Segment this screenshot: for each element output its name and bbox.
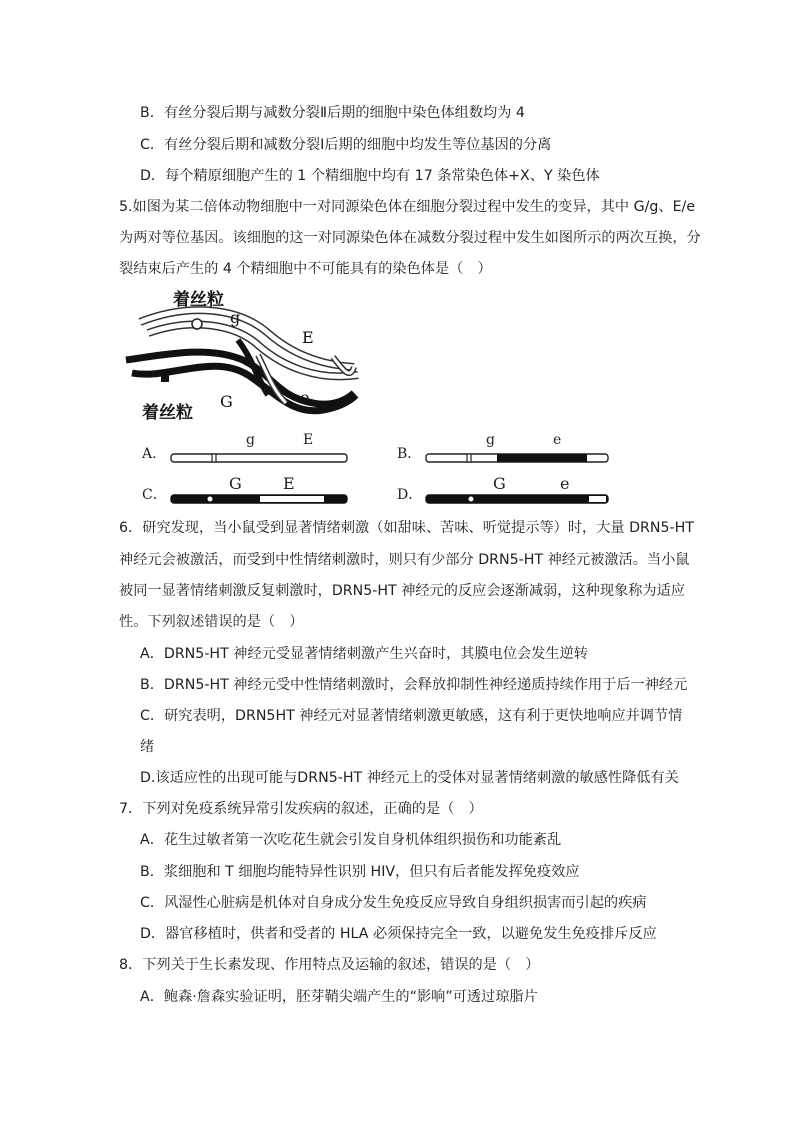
q6-option-b: B．DRN5-HT 神经元受中性情绪刺激时，会释放抑制性神经递质持续作用于后一神经元 — [140, 677, 688, 693]
centromere-dark-marker — [161, 370, 169, 382]
centromere-white-marker — [192, 319, 202, 329]
q5-option-a-gene1: g — [246, 432, 255, 448]
gene-label-e: e — [300, 388, 310, 407]
q6-stem-line-4: 性。下列叙述错误的是（ ） — [119, 614, 304, 630]
q5-stem-line-1: 5.如图为某二倍体动物细胞中一对同源染色体在细胞分裂过程中发生的变异，其中 G/g、E/e — [119, 199, 696, 215]
q5-option-c-gene1: G — [229, 474, 242, 493]
q6-stem-line-2: 神经元会被激活，而受到中性情绪刺激时，则只有少部分 DRN5-HT 神经元被激活。当小鼠 — [119, 552, 690, 568]
q5-option-d-label: D． — [397, 487, 423, 503]
chromosome-option-c — [170, 493, 350, 505]
q6-stem-line-1: 6．研究发现，当小鼠受到显著情绪刺激（如甜味、苦味、听觉提示等）时，大量 DRN5-HT — [119, 520, 694, 536]
q4-option-b: B．有丝分裂后期与减数分裂Ⅱ后期的细胞中染色体组数均为 4 — [140, 105, 525, 121]
q4-option-c: C．有丝分裂后期和减数分裂Ⅰ后期的细胞中均发生等位基因的分离 — [140, 137, 552, 153]
centromere-label-bottom: 着丝粒 — [142, 403, 193, 423]
q5-option-b-gene1: g — [486, 432, 495, 448]
q5-option-a-label: A． — [142, 446, 167, 462]
q5-stem-line-2: 为两对等位基因。该细胞的这一对同源染色体在减数分裂过程中发生如图所示的两次互换，分 — [119, 230, 701, 246]
q5-option-d-gene2: e — [560, 474, 570, 493]
q5-option-c-gene2: E — [283, 474, 295, 493]
q7-option-b: B．浆细胞和 T 细胞均能特异性识别 HIV，但只有后者能发挥免疫效应 — [140, 864, 580, 880]
gene-label-G: G — [220, 392, 233, 411]
q8-stem: 8．下列关于生长素发现、作用特点及运输的叙述，错误的是（ ） — [119, 957, 540, 973]
q7-stem: 7．下列对免疫系统异常引发疾病的叙述，正确的是（ ） — [119, 801, 483, 817]
q5-stem-line-3: 裂结束后产生的 4 个精细胞中不可能具有的染色体是（ ） — [119, 261, 492, 277]
q5-option-b-label: B． — [397, 446, 422, 462]
chromosome-option-d — [425, 493, 611, 505]
chromosome-option-b — [425, 452, 611, 464]
q5-option-b-gene2: e — [553, 432, 562, 448]
centromere-label-top: 着丝粒 — [173, 290, 224, 310]
q5-option-a-gene2: E — [303, 432, 314, 448]
q7-option-d: D．器官移植时，供者和受者的 HLA 必须保持完全一致，以避免发生免疫排斥反应 — [140, 926, 657, 942]
gene-label-E: E — [302, 328, 314, 347]
q5-option-d-gene1: G — [493, 474, 506, 493]
chromosome-option-a — [170, 452, 350, 464]
gene-label-g: g — [230, 308, 241, 327]
q7-option-c: C．风湿性心脏病是机体对自身成分发生免疫反应导致自身组织损害而引起的疾病 — [140, 895, 647, 911]
q6-option-c: C．研究表明，DRN5HT 神经元对显著情绪刺激更敏感，这有利于更快地响应并调节情 — [140, 708, 683, 724]
q6-option-c-cont: 绪 — [140, 739, 155, 755]
q6-option-a: A．DRN5-HT 神经元受显著情绪刺激产生兴奋时，其膜电位会发生逆转 — [140, 646, 588, 662]
q5-option-c-label: C． — [142, 487, 167, 503]
q6-option-d: D.该适应性的出现可能与DRN5-HT 神经元上的受体对显著情绪刺激的敏感性降低有关 — [140, 770, 679, 786]
q8-option-a: A．鲍森·詹森实验证明，胚芽鞘尖端产生的“影响”可透过琼脂片 — [140, 989, 538, 1005]
q4-option-d: D．每个精原细胞产生的 1 个精细胞中均有 17 条常染色体+X、Y 染色体 — [140, 168, 600, 184]
chromosome-crossover-figure — [118, 285, 368, 425]
q7-option-a: A．花生过敏者第一次吃花生就会引发自身机体组织损伤和功能紊乱 — [140, 832, 562, 848]
q6-stem-line-3: 被同一显著情绪刺激反复刺激时，DRN5-HT 神经元的反应会逐渐减弱，这种现象称为适应 — [119, 583, 685, 599]
